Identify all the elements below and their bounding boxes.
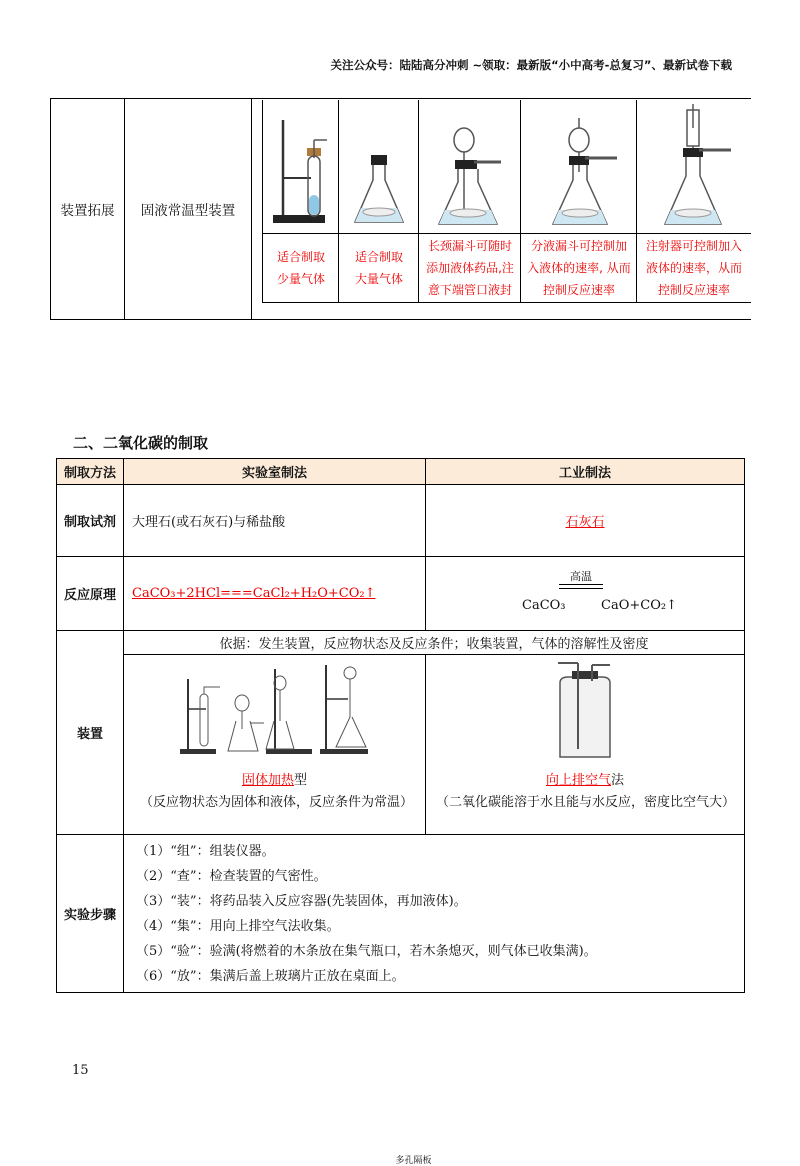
- row-label-reagent: 制取试剂: [57, 485, 124, 557]
- lab-apparatus-type: 固体加热: [241, 773, 294, 788]
- caption-line: 大量气体: [354, 272, 403, 286]
- caption-small-gas: [262, 234, 339, 303]
- lab-equation: CaCO₃+2HCl===CaCl₂+H₂O+CO₂↑: [132, 586, 376, 601]
- lab-reagent: 大理石(或石灰石)与稀盐酸: [124, 485, 426, 557]
- equals-line-bottom: [559, 588, 603, 589]
- page-number: 15: [72, 1063, 89, 1078]
- industry-reagent: 石灰石: [565, 515, 605, 530]
- caption-line: 少量气体: [276, 272, 325, 286]
- caption-line: 适合制取: [276, 250, 325, 264]
- caption-separatory-funnel: [520, 234, 637, 303]
- lab-apparatus-image: [170, 659, 380, 759]
- caption-line: 入液体的速率, 从而: [527, 261, 631, 275]
- porous-plate-label: 多孔隔板: [395, 1155, 432, 1166]
- header-industry: 工业制法: [426, 459, 745, 485]
- row-label-solid-liquid: 固液常温型装置: [125, 99, 252, 320]
- caption-line: 控制反应速率: [657, 283, 730, 297]
- collect-cell: [426, 655, 745, 835]
- lab-apparatus-note: （反应物状态为固体和液体，反应条件为常温）: [140, 795, 414, 810]
- row-label-steps: 实验步骤: [57, 835, 124, 993]
- row-label-apparatus: 装置: [57, 631, 124, 835]
- steps-list: [124, 835, 745, 993]
- caption-line: 分液漏斗可控制加: [530, 239, 627, 253]
- step-item: （2）“查”：检查装置的气密性。: [136, 868, 327, 884]
- caption-line: 添加液体药品,注: [426, 261, 514, 275]
- collect-note: （二氧化碳能溶于水且能与水反应，密度比空气大）: [436, 795, 736, 810]
- industry-products: CaO+CO₂↑: [601, 597, 677, 613]
- condition-label: 高温: [570, 569, 592, 583]
- header-method: 制取方法: [57, 459, 124, 485]
- apparatus-image-flask: [338, 100, 419, 234]
- step-item: （4）“集”：用向上排空气法收集。: [136, 918, 340, 934]
- row-label-principle: 反应原理: [57, 557, 124, 631]
- caption-syringe: [636, 234, 751, 303]
- step-item: （3）“装”：将药品装入反应容器(先装固体，再加液体)。: [136, 893, 467, 909]
- step-item: （5）“验”：验满(将燃着的木条放在集气瓶口，若木条熄灭，则气体已收集满)。: [136, 943, 597, 959]
- page-header: 关注公众号：陆陆高分冲刺 ~领取：最新版“小中高考-总复习”、最新试卷下载: [330, 58, 732, 72]
- caption-long-funnel: [418, 234, 521, 303]
- apparatus-image-syringe: [636, 100, 751, 234]
- collect-method-suffix: 法: [611, 773, 625, 788]
- header-lab: 实验室制法: [124, 459, 426, 485]
- collect-method: 向上排空气: [545, 773, 611, 788]
- caption-line: 适合制取: [354, 250, 403, 264]
- apparatus-basis: 依据：发生装置，反应物状态及反应条件；收集装置，气体的溶解性及密度: [124, 631, 745, 655]
- apparatus-grid: [256, 100, 750, 302]
- caption-line: 意下端管口液封: [427, 283, 512, 297]
- gas-jar-image: [540, 661, 630, 761]
- caption-large-gas: [338, 234, 419, 303]
- lab-apparatus-type-suffix: 型: [294, 773, 308, 788]
- apparatus-image-test-tube: [262, 100, 339, 234]
- industry-reactant: CaCO₃: [522, 597, 566, 613]
- apparatus-image-long-funnel: [418, 100, 521, 234]
- industry-equation: [426, 557, 745, 631]
- equals-line-top: [559, 584, 603, 585]
- row-label-extension: 装置拓展: [51, 99, 125, 320]
- apparatus-image-separatory-funnel: [520, 100, 637, 234]
- section-title: 二、二氧化碳的制取: [73, 434, 209, 452]
- caption-line: 长颈漏斗可随时: [427, 239, 512, 253]
- step-item: （6）“放”：集满后盖上玻璃片正放在桌面上。: [136, 968, 405, 984]
- caption-line: 注射器可控制加入: [645, 239, 742, 253]
- caption-line: 控制反应速率: [542, 283, 615, 297]
- step-item: （1）“组”：组装仪器。: [136, 843, 275, 859]
- caption-line: 液体的速率，从而: [645, 261, 742, 275]
